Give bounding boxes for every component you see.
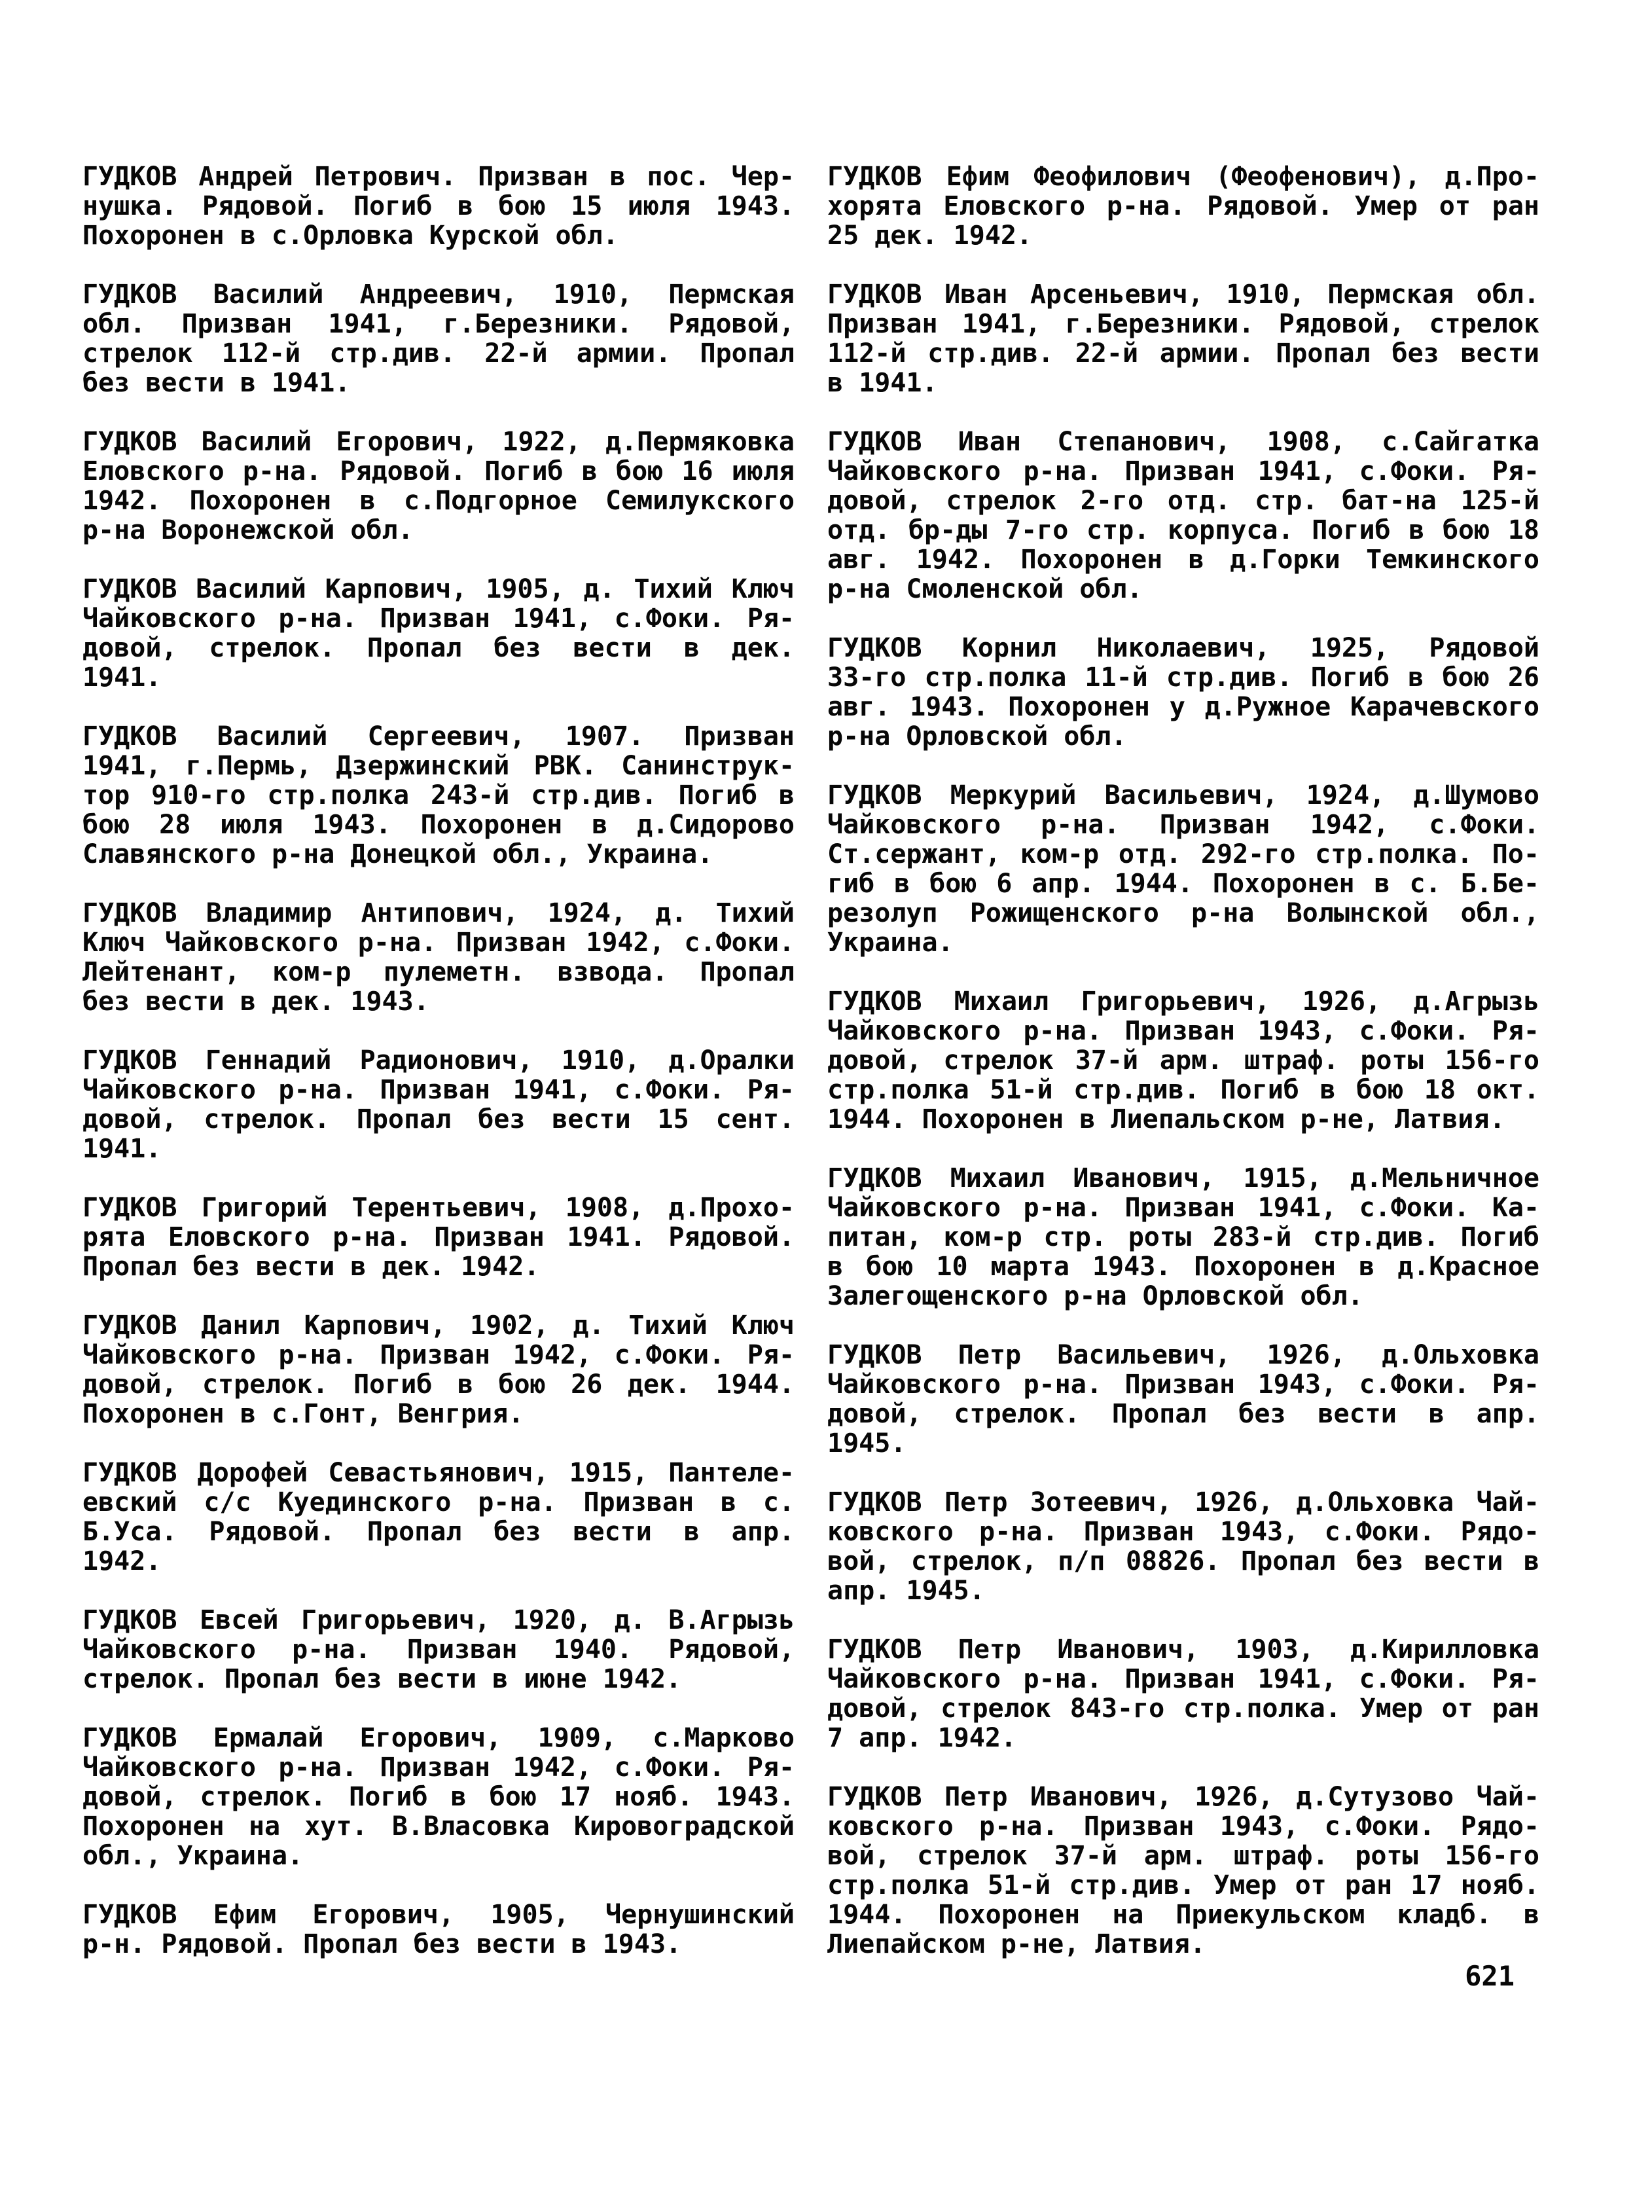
entry-line: Чайковского р-на. Призван 1942, с.Фоки. Ря- bbox=[82, 1340, 795, 1370]
entry-line: ГУДКОВ Геннадий Радионович, 1910, д.Оралки bbox=[82, 1045, 795, 1076]
entry-line: стрелок 112-й стр.див. 22-й армии. Пропал bbox=[82, 338, 795, 369]
entry-line: стрелок. Пропал без вести в июне 1942. bbox=[82, 1664, 682, 1694]
entry-line: ГУДКОВ Данил Карпович, 1902, д. Тихий Ключ bbox=[82, 1311, 795, 1341]
entry bbox=[82, 575, 795, 693]
entry-line: Украина. bbox=[827, 928, 954, 958]
entry bbox=[827, 781, 1539, 958]
entry-line: ГУДКОВ Василий Сергеевич, 1907. Призван bbox=[82, 721, 795, 752]
entry-line: в 1941. bbox=[827, 368, 938, 398]
entry-line: ГУДКОВ Меркурий Васильевич, 1924, д.Шумово bbox=[827, 780, 1539, 810]
entry-line: бою 28 июля 1943. Похоронен в д.Сидорово bbox=[82, 810, 795, 840]
entry bbox=[827, 1635, 1539, 1753]
entry-line: обл. Призван 1941, г.Березники. Рядовой, bbox=[82, 309, 795, 339]
entry-line: р-н. Рядовой. Пропал без вести в 1943. bbox=[82, 1929, 682, 1959]
entry bbox=[82, 1311, 795, 1429]
entry-line: тор 910-го стр.полка 243-й стр.див. Погиб в bbox=[82, 780, 795, 810]
entry bbox=[82, 1900, 795, 1959]
entry-line: авг. 1943. Похоронен у д.Ружное Карачевского bbox=[827, 692, 1539, 722]
entry-line: гиб в бою 6 апр. 1944. Похоронен в с. Б.Бе- bbox=[827, 869, 1539, 899]
entry-line: 25 дек. 1942. bbox=[827, 221, 1033, 251]
entry-line: авг. 1942. Похоронен в д.Горки Темкинского bbox=[827, 545, 1539, 575]
entry-line: ГУДКОВ Ефим Егорович, 1905, Чернушинский bbox=[82, 1900, 795, 1930]
entry-line: ГУДКОВ Петр Иванович, 1903, д.Кирилловка bbox=[827, 1635, 1539, 1665]
entry-line: Еловского р-на. Рядовой. Погиб в бою 16 июля bbox=[82, 456, 795, 486]
entry-line: довой, стрелок. Погиб в бою 17 нояб. 1943. bbox=[82, 1782, 795, 1812]
entry-line: довой, стрелок. Пропал без вести в дек. bbox=[82, 633, 795, 663]
entry-line: Похоронен в с.Орловка Курской обл. bbox=[82, 221, 619, 251]
entry-line: 1941. bbox=[82, 1134, 162, 1164]
entry-line: Призван 1941, г.Березники. Рядовой, стрелок bbox=[827, 309, 1539, 339]
entry-line: ГУДКОВ Григорий Терентьевич, 1908, д.Прохо- bbox=[82, 1193, 795, 1223]
entry bbox=[82, 1459, 795, 1576]
entry-line: довой, стрелок. Погиб в бою 26 дек. 1944. bbox=[82, 1369, 795, 1400]
entry-line: без вести в 1941. bbox=[82, 368, 351, 398]
entry-line: ГУДКОВ Михаил Григорьевич, 1926, д.Агрызь bbox=[827, 987, 1539, 1017]
entry-line: Славянского р-на Донецкой обл., Украина. bbox=[82, 839, 713, 869]
entry-line: Похоронен на хут. В.Власовка Кировоградской bbox=[82, 1811, 795, 1841]
entry-line: ГУДКОВ Ермалай Егорович, 1909, с.Марково bbox=[82, 1723, 795, 1753]
entry-line: ковского р-на. Призван 1943, с.Фоки. Рядо- bbox=[827, 1811, 1539, 1841]
entry-line: ГУДКОВ Василий Андреевич, 1910, Пермская bbox=[82, 280, 795, 310]
entry bbox=[82, 722, 795, 869]
entry-line: Чайковского р-на. Призван 1943, с.Фоки. Ря- bbox=[827, 1369, 1539, 1400]
entry bbox=[82, 427, 795, 545]
entry-line: нушка. Рядовой. Погиб в бою 15 июля 1943. bbox=[82, 191, 795, 221]
entry-line: Ключ Чайковского р-на. Призван 1942, с.Фоки. bbox=[82, 928, 795, 958]
entry bbox=[827, 1164, 1539, 1311]
entry-line: резолуп Рожищенского р-на Волынской обл., bbox=[827, 898, 1539, 928]
entry-line: ГУДКОВ Владимир Антипович, 1924, д. Тихий bbox=[82, 898, 795, 928]
entry-line: ГУДКОВ Василий Карпович, 1905, д. Тихий Ключ bbox=[82, 574, 795, 604]
entry-line: Чайковского р-на. Призван 1941, с.Фоки. Ря- bbox=[82, 1075, 795, 1105]
entry-line: довой, стрелок 2-го отд. стр. бат-на 125-й bbox=[827, 486, 1539, 516]
entry bbox=[827, 987, 1539, 1134]
entry-line: 1944. Похоронен на Приекульском кладб. в bbox=[827, 1900, 1539, 1930]
entry-line: 112-й стр.див. 22-й армии. Пропал без вести bbox=[827, 338, 1539, 369]
entry-line: 7 апр. 1942. bbox=[827, 1723, 1016, 1753]
entry-line: вой, стрелок 37-й арм. штраф. роты 156-го bbox=[827, 1841, 1539, 1871]
entry-line: Чайковского р-на. Призван 1942, с.Фоки. bbox=[827, 810, 1539, 840]
entry-line: 1944. Похоронен в Лиепальском р-не, Латвия. bbox=[827, 1104, 1505, 1134]
entry-line: ГУДКОВ Иван Степанович, 1908, с.Сайгатка bbox=[827, 427, 1539, 457]
entry bbox=[82, 162, 795, 251]
entry-line: ГУДКОВ Андрей Петрович. Призван в пос. Чер- bbox=[82, 162, 795, 192]
entry-line: ковского р-на. Призван 1943, с.Фоки. Рядо- bbox=[827, 1517, 1539, 1547]
entry bbox=[827, 634, 1539, 752]
entry-line: довой, стрелок 843-го стр.полка. Умер от ран bbox=[827, 1694, 1539, 1724]
entry-line: апр. 1945. bbox=[827, 1576, 985, 1606]
entry-line: хорята Еловского р-на. Рядовой. Умер от ран bbox=[827, 191, 1539, 221]
entry-line: довой, стрелок. Пропал без вести 15 сент. bbox=[82, 1104, 795, 1134]
entry-line: 1941. bbox=[82, 662, 162, 693]
entry-line: Чайковского р-на. Призван 1941, с.Фоки. Ря- bbox=[827, 1664, 1539, 1694]
entry-line: ГУДКОВ Михаил Иванович, 1915, д.Мельничное bbox=[827, 1163, 1539, 1193]
entry-line: отд. бр-ды 7-го стр. корпуса. Погиб в бою 18 bbox=[827, 515, 1539, 545]
entry-line: 1941, г.Пермь, Дзержинский РВК. Санинструк- bbox=[82, 751, 795, 781]
right-column bbox=[827, 162, 1539, 1992]
entry-line: рята Еловского р-на. Призван 1941. Рядовой. bbox=[82, 1222, 795, 1252]
entry-line: Чайковского р-на. Призван 1940. Рядовой, bbox=[82, 1635, 795, 1665]
entry-line: в бою 10 марта 1943. Похоронен в д.Красное bbox=[827, 1252, 1539, 1282]
entry-line: р-на Смоленской обл. bbox=[827, 574, 1143, 604]
entry-line: 1945. bbox=[827, 1428, 907, 1459]
entry-line: Чайковского р-на. Призван 1941, с.Фоки. Ря- bbox=[82, 604, 795, 634]
entry-line: Лейтенант, ком-р пулеметн. взвода. Пропал bbox=[82, 957, 795, 987]
entry-line: 33-го стр.полка 11-й стр.див. Погиб в бою 26 bbox=[827, 662, 1539, 693]
entry bbox=[82, 1046, 795, 1164]
entry bbox=[827, 427, 1539, 604]
entry-line: ГУДКОВ Корнил Николаевич, 1925, Рядовой bbox=[827, 633, 1539, 663]
entry-line: без вести в дек. 1943. bbox=[82, 987, 429, 1017]
entry-line: евский с/с Куединского р-на. Призван в с. bbox=[82, 1487, 795, 1517]
entry-line: ГУДКОВ Ефим Феофилович (Феофенович), д.Про- bbox=[827, 162, 1539, 192]
entry-line: ГУДКОВ Дорофей Севастьянович, 1915, Пантеле- bbox=[82, 1458, 795, 1488]
entry-line: Чайковского р-на. Призван 1941, с.Фоки. Ря- bbox=[827, 456, 1539, 486]
entry bbox=[82, 1724, 795, 1871]
entry-line: Лиепайском р-не, Латвия. bbox=[827, 1929, 1206, 1959]
entry bbox=[82, 1193, 795, 1282]
entry-line: ГУДКОВ Василий Егорович, 1922, д.Пермяковка bbox=[82, 427, 795, 457]
entry-line: Похоронен в с.Гонт, Венгрия. bbox=[82, 1399, 524, 1429]
entry-line: 1942. bbox=[82, 1546, 162, 1576]
entry-line: стр.полка 51-й стр.див. Погиб в бою 18 окт. bbox=[827, 1075, 1539, 1105]
entry-line: Б.Уса. Рядовой. Пропал без вести в апр. bbox=[82, 1517, 795, 1547]
entry bbox=[827, 1341, 1539, 1459]
entry-line: 1942. Похоронен в с.Подгорное Семилукского bbox=[82, 486, 795, 516]
entry-line: р-на Воронежской обл. bbox=[82, 515, 414, 545]
entry-line: ГУДКОВ Евсей Григорьевич, 1920, д. В.Агрызь bbox=[82, 1605, 795, 1635]
entry bbox=[82, 899, 795, 1017]
entry bbox=[82, 280, 795, 398]
entry-line: ГУДКОВ Петр Зотеевич, 1926, д.Ольховка Чай- bbox=[827, 1487, 1539, 1517]
entry-line: Чайковского р-на. Призван 1941, с.Фоки. Ка- bbox=[827, 1193, 1539, 1223]
entry-line: обл., Украина. bbox=[82, 1841, 304, 1871]
entry-line: питан, ком-р стр. роты 283-й стр.див. Погиб bbox=[827, 1222, 1539, 1252]
entry-line: довой, стрелок. Пропал без вести в апр. bbox=[827, 1399, 1539, 1429]
entry-line: Чайковского р-на. Призван 1942, с.Фоки. Ря- bbox=[82, 1752, 795, 1783]
left-column bbox=[82, 162, 795, 1989]
entry-line: Залегощенского р-на Орловской обл. bbox=[827, 1281, 1363, 1311]
entry-line: Ст.сержант, ком-р отд. 292-го стр.полка. По- bbox=[827, 839, 1539, 869]
entry bbox=[82, 1606, 795, 1694]
entry-line: ГУДКОВ Петр Васильевич, 1926, д.Ольховка bbox=[827, 1340, 1539, 1370]
entry-line: ГУДКОВ Петр Иванович, 1926, д.Сутузово Чай- bbox=[827, 1782, 1539, 1812]
entry-line: стр.полка 51-й стр.див. Умер от ран 17 нояб. bbox=[827, 1870, 1539, 1900]
entry-line: Пропал без вести в дек. 1942. bbox=[82, 1252, 540, 1282]
entry-line: вой, стрелок, п/п 08826. Пропал без вести в bbox=[827, 1546, 1539, 1576]
entry-line: довой, стрелок 37-й арм. штраф. роты 156-го bbox=[827, 1045, 1539, 1076]
page-number: 621 bbox=[1465, 1960, 1515, 1992]
entry bbox=[827, 1488, 1539, 1606]
entry bbox=[827, 1783, 1539, 1959]
entry bbox=[827, 162, 1539, 251]
entry-line: Чайковского р-на. Призван 1943, с.Фоки. Ря- bbox=[827, 1016, 1539, 1046]
entry-line: р-на Орловской обл. bbox=[827, 721, 1127, 752]
entry bbox=[827, 280, 1539, 398]
entry-line: ГУДКОВ Иван Арсеньевич, 1910, Пермская обл. bbox=[827, 280, 1539, 310]
